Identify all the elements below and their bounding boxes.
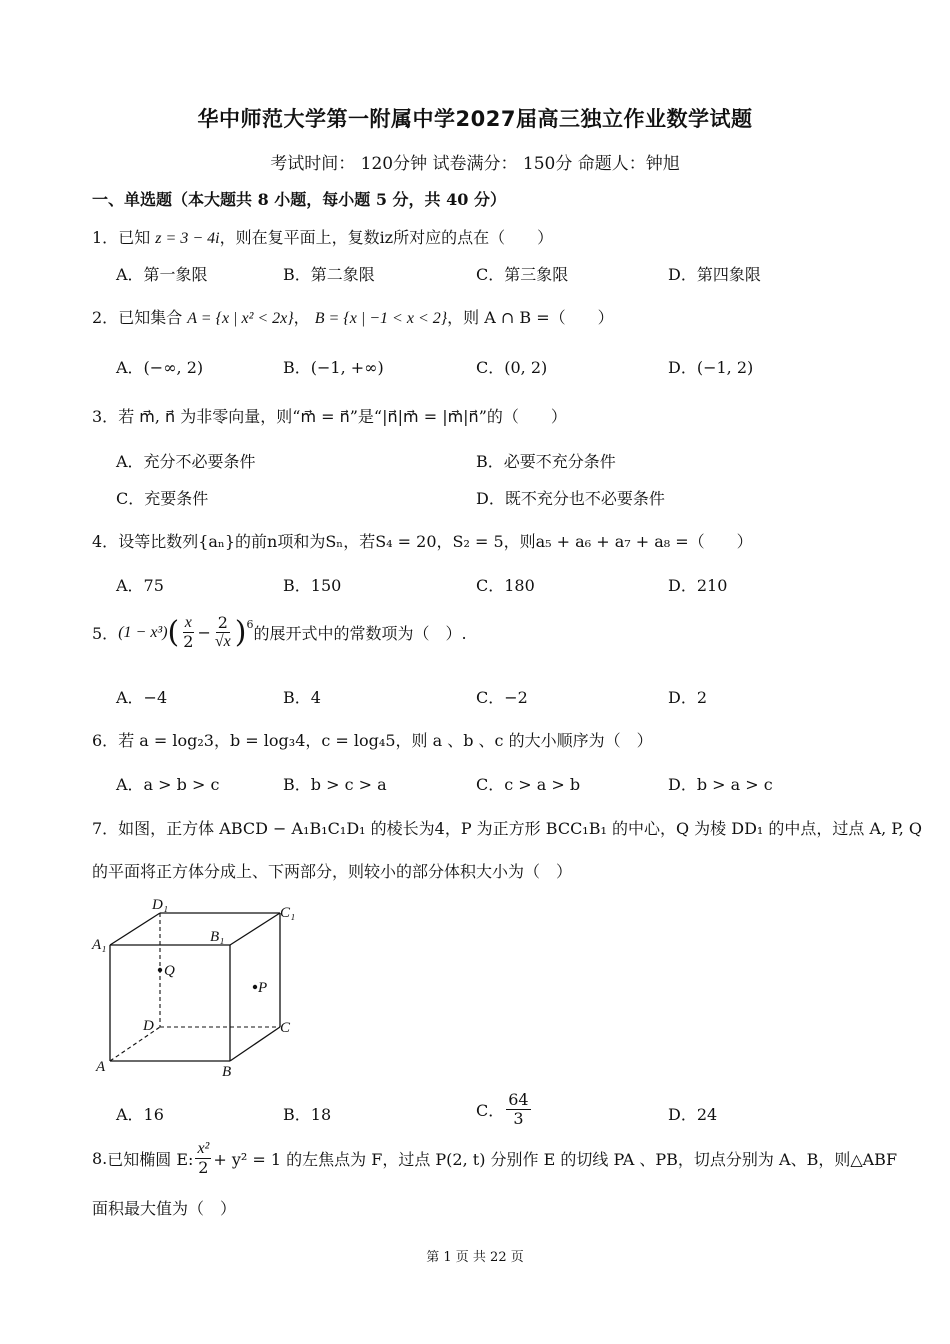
denominator: √x [214, 633, 231, 650]
set-a: A = {x | x² < 2x} [187, 310, 294, 327]
question-text: 已知 [118, 228, 151, 247]
right-paren: ) [234, 615, 247, 650]
q5-option-a: A．−4 [116, 688, 168, 707]
q5-option-c: C．−2 [476, 688, 528, 707]
q7-option-b: B．18 [283, 1105, 332, 1124]
label-b1: B₁ [210, 929, 225, 945]
question-text: 设等比数列{aₙ}的前n项和为Sₙ，若S₄ = 20，S₂ = 5，则a₅ + a₆ + a₇ + a₈ =（ ） [118, 532, 753, 551]
question-3 [92, 404, 567, 427]
question-text: ，则 A ∩ B =（ ） [447, 308, 614, 327]
question-number: 1． [92, 228, 119, 247]
question-7-line2: 的平面将正方体分成上、下两部分，则较小的部分体积大小为（ ） [92, 862, 573, 881]
question-8-line2: 面积最大值为（ ） [92, 1199, 237, 1218]
question-number: 2． [92, 308, 119, 327]
q2-option-b: B．(−1, +∞) [283, 358, 384, 377]
q6-option-c: C．c > a > b [476, 775, 581, 794]
question-text: ，则在复平面上，复数iz所对应的点在（ ） [219, 228, 554, 247]
point-q [158, 968, 162, 972]
q2-option-d: D．(−1, 2) [668, 358, 754, 377]
question-number: 5． [92, 624, 119, 643]
question-1 [92, 225, 553, 248]
q6-option-d: D．b > a > c [668, 775, 773, 794]
question-4 [92, 529, 753, 552]
q1-option-c: C．第三象限 [476, 265, 569, 284]
q3-option-b: B．必要不充分条件 [476, 452, 616, 471]
question-5 [92, 614, 467, 651]
q6-option-a: A．a > b > c [116, 775, 220, 794]
page-footer: 第 1 页 共 22 页 [426, 1250, 524, 1265]
numerator: 2 [217, 613, 228, 632]
q1-option-d: D．第四象限 [668, 265, 761, 284]
section-heading: 一、单选题（本大题共 8 小题，每小题 5 分，共 40 分） [92, 190, 506, 209]
label-b: B [222, 1064, 232, 1080]
exam-title: 华中师范大学第一附属中学2027届高三独立作业数学试题 [197, 107, 753, 131]
point-p [253, 985, 257, 989]
q7-option-c [476, 1091, 533, 1128]
left-paren: ( [167, 615, 180, 650]
q4-option-d: D．210 [668, 576, 728, 595]
label-a1: A₁ [92, 937, 107, 953]
label-d: D [143, 1018, 154, 1034]
exponent: 6 [246, 618, 254, 631]
q7-option-a: A．16 [116, 1105, 164, 1124]
numerator: 64 [508, 1090, 529, 1109]
q3-option-d: D．既不充分也不必要条件 [476, 489, 665, 508]
set-b: B = {x | −1 < x < 2} [314, 310, 448, 327]
denominator: 2 [198, 1158, 209, 1177]
fraction [213, 614, 233, 651]
label-a: A [96, 1059, 106, 1075]
binomial-factor: (1 − x³) [118, 623, 168, 641]
fraction [506, 1091, 530, 1128]
q5-option-d: D．2 [668, 688, 708, 707]
exam-info: 考试时间： 120分钟 试卷满分： 150分 命题人：钟旭 [270, 154, 680, 174]
denominator: 2 [183, 632, 194, 651]
label-p: P [258, 980, 268, 996]
q5-option-b: B．4 [283, 688, 321, 707]
question-number: 8. [92, 1149, 108, 1168]
equation: z = 3 − 4i [155, 230, 220, 247]
question-text: 已知集合 [118, 308, 183, 327]
option-letter: C． [476, 1101, 505, 1120]
question-number: 4． [92, 532, 119, 551]
question-number: 6． [92, 731, 119, 750]
question-text: 若 m⃗, n⃗ 为非零向量，则“m⃗ = n⃗”是“|n⃗|m⃗ = |m⃗|n⃗”的（ ） [118, 407, 567, 426]
q1-option-a: A．第一象限 [116, 265, 208, 284]
numerator: x [184, 614, 192, 631]
question-8-line1 [92, 1140, 897, 1177]
question-text: 若 a = log₂3，b = log₃4，c = log₄5，则 a 、b 、c 的大小顺序为（ ） [118, 731, 653, 750]
numerator: x² [197, 1140, 210, 1157]
q2-option-c: C．(0, 2) [476, 358, 548, 377]
question-6 [92, 728, 653, 751]
label-c1: C₁ [280, 905, 296, 921]
label-q: Q [164, 963, 175, 979]
q6-option-b: B．b > c > a [283, 775, 387, 794]
separator: ， [293, 308, 310, 327]
q7-option-d: D．24 [668, 1105, 718, 1124]
question-text: 的展开式中的常数项为（ ）. [253, 624, 467, 643]
q4-option-b: B．150 [283, 576, 342, 595]
denominator: 3 [513, 1109, 524, 1128]
minus-sign: − [197, 623, 211, 642]
q3-option-a: A．充分不必要条件 [116, 452, 256, 471]
cube-diagram [88, 893, 308, 1085]
q1-option-b: B．第二象限 [283, 265, 375, 284]
q4-option-c: C．180 [476, 576, 535, 595]
q3-option-c: C．充要条件 [116, 489, 209, 508]
question-7-line1: 7．如图，正方体 ABCD − A₁B₁C₁D₁ 的棱长为4，P 为正方形 BCC₁B₁ 的中心，Q 为棱 DD₁ 的中点，过点 A, P, Q [92, 819, 923, 838]
q4-option-a: A．75 [116, 576, 164, 595]
fraction [181, 614, 195, 651]
question-2 [92, 305, 614, 328]
question-text: 已知椭圆 E: [107, 1150, 194, 1169]
question-number: 3． [92, 407, 119, 426]
label-c: C [280, 1020, 291, 1036]
fraction [195, 1140, 211, 1177]
q2-option-a: A．(−∞, 2) [116, 358, 204, 377]
question-text: + y² = 1 的左焦点为 F，过点 P(2, t) 分别作 E 的切线 PA 、PB，切点分别为 A、B，则△ABF [213, 1150, 898, 1169]
label-d1: D₁ [152, 897, 169, 913]
